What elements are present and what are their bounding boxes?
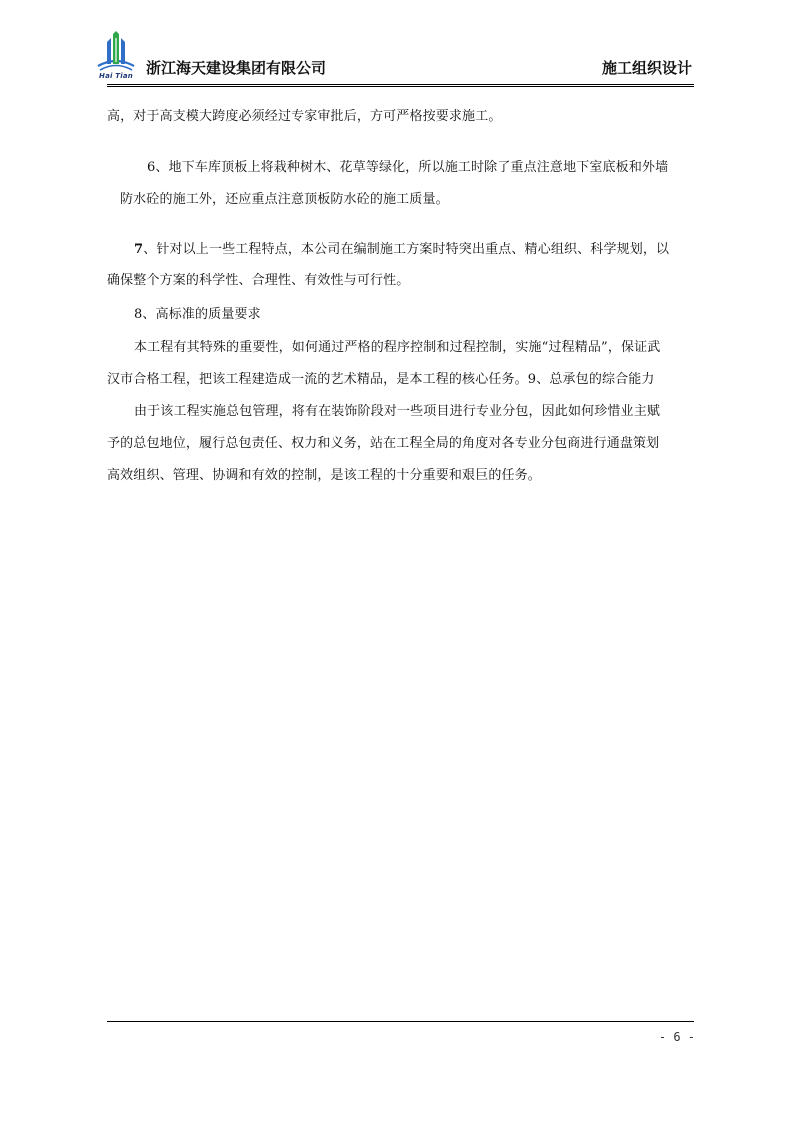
body-line-4 <box>134 241 669 259</box>
body-line-1: 高，对于高支模大跨度必须经过专家审批后，方可严格按要求施工。 <box>107 109 502 124</box>
footer-divider <box>107 1021 694 1022</box>
body-line-4-text: 、针对以上一些工程特点，本公司在编制施工方案时特突出重点、精心组织、科学规划，以 <box>143 242 670 257</box>
body-line-8: 汉市合格工程，把该工程建造成一流的艺术精品，是本工程的核心任务。9、总承包的综合能力 <box>107 372 655 387</box>
page-number: - 6 - <box>658 1030 695 1044</box>
section-heading-8: 8、高标准的质量要求 <box>134 307 261 322</box>
body-line-5: 确保整个方案的科学性、合理性、有效性与可行性。 <box>107 273 410 288</box>
company-logo <box>96 30 136 82</box>
company-name: 浙江海天建设集团有限公司 <box>146 59 327 77</box>
body-line-9: 由于该工程实施总包管理，将有在装饰阶段对一些项目进行专业分包，因此如何珍惜业主赋 <box>134 404 661 419</box>
page-header <box>96 28 696 84</box>
logo-icon <box>96 30 136 74</box>
body-line-7: 本工程有其特殊的重要性，如何通过严格的程序控制和过程控制，实施“过程精品”，保证武 <box>134 340 661 355</box>
document-type: 施工组织设计 <box>601 59 692 77</box>
body-line-3: 防水砼的施工外，还应重点注意顶板防水砼的施工质量。 <box>120 192 449 207</box>
header-divider <box>107 84 694 87</box>
item-7-number: 7 <box>134 242 144 257</box>
body-line-2: 6、地下车库顶板上将栽种树木、花草等绿化，所以施工时除了重点注意地下室底板和外墙 <box>147 160 669 175</box>
logo-caption: Hai Tian <box>99 72 133 80</box>
body-line-10: 予的总包地位，履行总包责任、权力和义务，站在工程全局的角度对各专业分包商进行通盘策划 <box>107 436 660 451</box>
body-line-11: 高效组织、管理、协调和有效的控制，是该工程的十分重要和艰巨的任务。 <box>107 468 541 483</box>
